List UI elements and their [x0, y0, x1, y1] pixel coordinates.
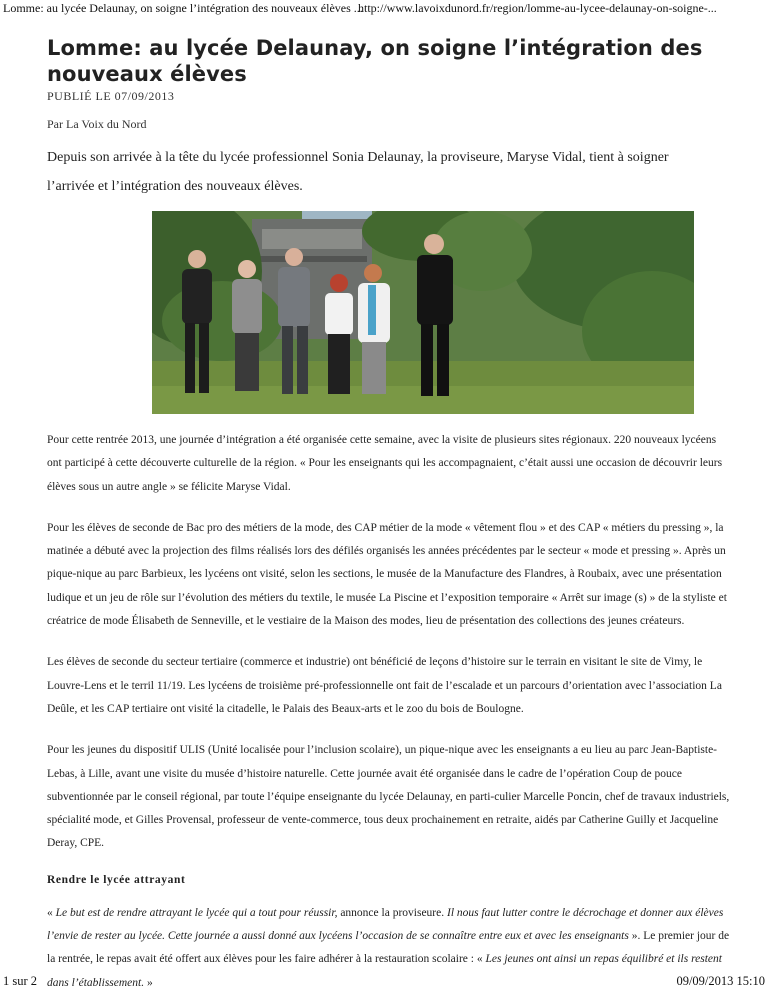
quote-plain-1: annonce la proviseure.	[337, 906, 447, 919]
print-page-title: Lomme: au lycée Delaunay, on soigne l’intégration des nouveaux élèves ...	[3, 1, 363, 15]
paragraph-1: Pour cette rentrée 2013, une journée d’intégration a été organisée cette semaine, avec la visite de plusieurs sites régionaux. 220 nouveaux lycéens ont participé à cette découverte culturelle de la région. « Pour les enseignants qui les accompagnaient, c’était aussi une occasion de découvrir leurs élèves sous un autre angle » se félicite Maryse Vidal.	[47, 434, 723, 493]
paragraph-3: Les élèves de seconde du secteur tertiaire (commerce et industrie) ont bénéficié de leçons d’histoire sur le terrain en visitant le site de Vimy, le Louvre-Lens et le terril 11/19. Les lycéens de troisième pré-professionnelle ont fait de l’escalade et un parcours d’orientation avec l’association La Deûle, et les CAP tertiaire ont visité la citadelle, le Palais des Beaux-arts et le zoo du bois de Boulogne.	[47, 656, 722, 715]
paragraph-2: Pour les élèves de seconde de Bac pro des métiers de la mode, des CAP métier de la mode « vêtement flou » et des CAP « métiers du pressing », la matinée a débuté avec la projection des films réalisés lors des défilés organisés les années précédentes par le secteur « mode et pressing ». Après un pique-nique au parc Barbieux, les lycéens ont visité, selon les sections, le musée de la Manufacture des Flandres, à Roubaix, avec une présentation ludique et un jeu de rôle sur l’évolution des métiers du textile, le musée La Piscine et l’exposition temporaire « Arrêt sur image (s) » de la styliste et créatrice de mode Élisabeth de Senneville, et le vestiaire de la Maison des modes, lieu de présentation des collections des jeunes créateurs.	[47, 521, 727, 628]
section-subheading: Rendre le lycée attrayant	[47, 873, 186, 886]
article-headline: Lomme: au lycée Delaunay, on soigne l’intégration des nouveaux élèves	[47, 36, 703, 86]
quote-italic-1: Le but est de rendre attrayant le lycée qui a tout pour réussir,	[55, 906, 338, 919]
print-footer	[0, 974, 768, 992]
print-url: http://www.lavoixdunord.fr/region/lomme-au-lycee-delaunay-on-soigne-...	[358, 1, 717, 15]
article-byline: Par La Voix du Nord	[47, 117, 147, 131]
print-header	[0, 1, 768, 17]
print-datetime: 09/09/2013 15:10	[676, 974, 765, 988]
article	[47, 35, 730, 995]
quote-plain-2: ». Le premier jour de la rentrée, le repas avait été offert aux élèves pour les faire adhérer à la restauration scolaire : «	[47, 930, 730, 966]
article-lead: Depuis son arrivée à la tête du lycée professionnel Sonia Delaunay, la proviseure, Maryse Vidal, tient à soigner l’arrivée et l’intégration des nouveaux élèves.	[47, 150, 669, 194]
group-photo-illustration	[152, 211, 694, 414]
quote-italic-2: Il nous faut lutter contre le décrochage et donner aux élèves l’envie de rester au lycée. Cette journée a aussi donné aux lycéens l’occasion de se connaître entre eux et avec les enseignants	[47, 906, 724, 943]
quote-close: »	[144, 976, 153, 989]
quote-open: «	[47, 906, 56, 919]
group-photo	[152, 211, 694, 414]
page-count: 1 sur 2	[3, 974, 38, 988]
publication-date: PUBLIÉ LE 07/09/2013	[47, 89, 175, 103]
quote-italic-3: Les jeunes ont ainsi un repas équilibré et ils restent dans l’établissement.	[47, 953, 722, 989]
paragraph-4: Pour les jeunes du dispositif ULIS (Unité localisée pour l’inclusion scolaire), un pique-nique avec les enseignants a eu lieu au parc Jean-Baptiste-Lebas, à Lille, avant une visite du musée d’histoire naturelle. Cette journée avait été organisée dans le cadre de l’opération Coup de pouce subventionnée par le conseil régional, par toute l’équipe enseignante du lycée Delaunay, en parti-culier Marcelle Poncin, chef de travaux industriels, spécialité mode, et Gilles Provensal, professeur de vente-commerce, tous deux prochainement en retraite, aidés par Catherine Guilly et Jacqueline Deray, CPE.	[47, 744, 730, 850]
